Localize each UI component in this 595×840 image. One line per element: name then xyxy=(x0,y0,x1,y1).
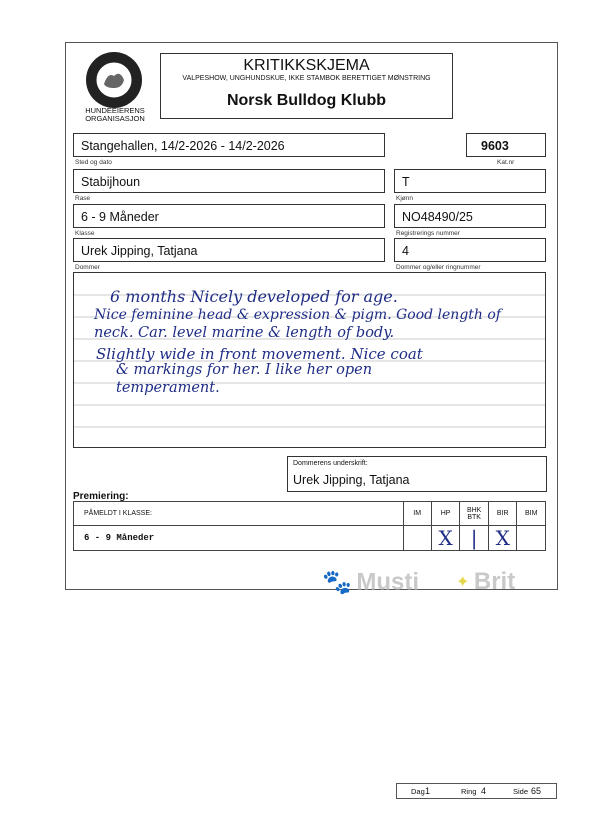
premiering-col-im: IM xyxy=(403,502,431,526)
sex-label: Kjønn xyxy=(396,195,413,202)
premiering-mark-hp[interactable]: X xyxy=(431,526,460,551)
footer-box xyxy=(396,783,557,799)
class-value: 6 - 9 Måneder xyxy=(81,210,159,224)
premiering-col-class: PÅMELDT I KLASSE: xyxy=(74,502,404,526)
breed-field[interactable] xyxy=(73,169,385,193)
nkk-logo-icon xyxy=(84,50,144,110)
ring-label: Ring xyxy=(461,787,477,796)
premiering-mark-bim[interactable] xyxy=(517,526,546,551)
critique-line-5: & markings for her. I like her open xyxy=(116,362,373,378)
premiering-col-bir: BIR xyxy=(488,502,517,526)
place-date-value: Stangehallen, 14/2-2026 - 14/2-2026 xyxy=(81,139,285,153)
dag-label: Dag xyxy=(411,787,425,796)
premiering-col-bhk: BHK BTK xyxy=(460,502,489,526)
critique-line-6: temperament. xyxy=(116,380,220,396)
premiering-col-bim: BIM xyxy=(517,502,546,526)
club-name: Norsk Bulldog Klubb xyxy=(226,92,387,109)
critique-line-1: 6 months Nicely developed for age. xyxy=(110,287,398,306)
place-date-label: Sted og dato xyxy=(75,159,112,166)
judge-value: Urek Jipping, Tatjana xyxy=(81,244,198,258)
form-title: KRITIKKSKJEMA xyxy=(243,57,370,74)
side-value: 65 xyxy=(531,786,542,796)
breed-value: Stabijhoun xyxy=(81,175,141,189)
title-box xyxy=(160,53,453,119)
premiering-mark-bir[interactable]: X xyxy=(488,526,517,551)
critique-line-3: neck. Car. level marine & length of body. xyxy=(94,325,395,341)
premiering-col-hp: HP xyxy=(431,502,460,526)
logo-caption-2: ORGANISASJON xyxy=(85,114,145,123)
critique-line-2: Nice feminine head & expression & pigm. Good length of xyxy=(94,307,501,323)
class-label: Klasse xyxy=(75,230,95,237)
musti-text: Musti xyxy=(356,568,420,596)
cat-nr-value: 9603 xyxy=(481,139,509,153)
ring-nr-field[interactable] xyxy=(394,238,546,262)
logo-caption-1: HUNDEEIERENS xyxy=(85,106,145,115)
judge-field[interactable] xyxy=(73,238,385,262)
reg-nr-label: Registrerings nummer xyxy=(396,230,460,237)
ring-nr-value: 4 xyxy=(402,244,409,258)
signature-box[interactable] xyxy=(287,456,547,492)
reg-nr-field[interactable] xyxy=(394,204,546,228)
signature-label: Dommerens underskrift: xyxy=(293,460,368,467)
critique-area[interactable] xyxy=(73,272,546,448)
nkk-logo xyxy=(84,50,144,110)
brit-text: Brit xyxy=(473,568,516,595)
form-subtitle: VALPESHOW, UNGHUNDSKUE, IKKE STAMBOK BERETTIGET MØNSTRING xyxy=(182,75,431,82)
side-label: Side xyxy=(513,787,529,796)
critique-line-4: Slightly wide in front movement. Nice coat xyxy=(96,345,423,363)
musti-paw-icon: 🐾 xyxy=(322,569,352,596)
cat-nr-label: Kat.nr xyxy=(497,159,515,166)
premiering-class-text: 6 - 9 Måneder xyxy=(84,533,155,543)
ring-value: 4 xyxy=(481,786,487,796)
dag-value: 1 xyxy=(425,786,431,796)
ring-nr-label: Dommer og/eller ringnummer xyxy=(396,264,481,271)
signature-value: Urek Jipping, Tatjana xyxy=(293,473,410,487)
premiering-mark-bhk[interactable]: | xyxy=(460,526,489,551)
breed-label: Rase xyxy=(75,195,91,202)
class-field[interactable] xyxy=(73,204,385,228)
premiering-mark-im[interactable] xyxy=(403,526,431,551)
cat-nr-field[interactable] xyxy=(466,133,546,157)
premiering-heading: Premiering: xyxy=(73,491,129,502)
premiering-class-value xyxy=(74,526,404,551)
premiering-table xyxy=(73,501,546,551)
brit-star-icon: ✦ xyxy=(456,574,470,591)
place-date-field[interactable] xyxy=(73,133,385,157)
sex-field[interactable] xyxy=(394,169,546,193)
judge-label: Dommer xyxy=(75,264,100,271)
sex-value: T xyxy=(402,175,410,189)
reg-nr-value: NO48490/25 xyxy=(402,210,473,224)
musti-logo xyxy=(322,568,419,602)
brit-logo xyxy=(456,568,515,602)
